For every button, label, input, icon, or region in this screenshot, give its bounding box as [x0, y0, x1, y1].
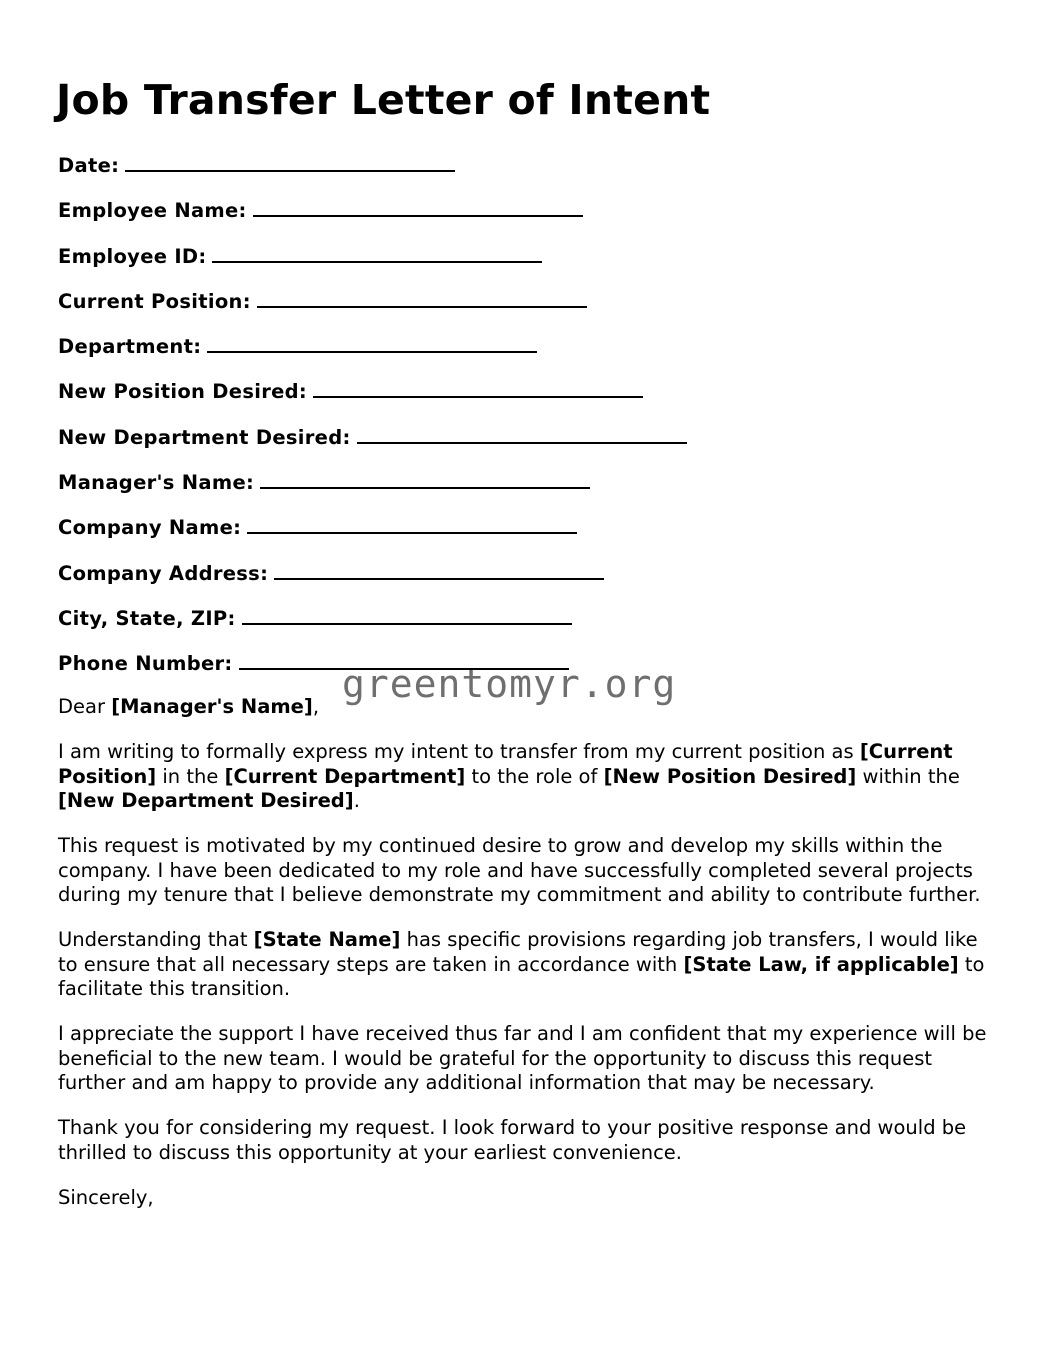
paragraph-intent	[58, 740, 998, 814]
field-label-date: Date:	[58, 154, 120, 177]
placeholder-new-department: [New Department Desired]	[58, 789, 354, 812]
company-name-blank-line	[247, 514, 577, 534]
field-label-company-name: Company Name:	[58, 516, 242, 540]
field-company-address	[58, 560, 687, 605]
salutation-prefix: Dear	[58, 695, 112, 718]
closing: Sincerely,	[58, 1185, 154, 1209]
paragraph-intent-text: in the	[156, 764, 225, 788]
page-title: Job Transfer Letter of Intent	[56, 76, 711, 124]
field-label-city-state-zip: City, State, ZIP:	[58, 606, 236, 630]
field-label-new-department: New Department Desired:	[58, 425, 351, 449]
field-employee-id	[58, 243, 687, 288]
field-label-manager-name: Manager's Name:	[58, 471, 255, 495]
placeholder-state-name: [State Name]	[253, 928, 401, 951]
salutation-placeholder: [Manager's Name]	[111, 695, 313, 718]
field-label-phone-number: Phone Number:	[58, 652, 233, 676]
field-new-department	[58, 424, 687, 469]
placeholder-state-law: [State Law, if applicable]	[683, 952, 959, 976]
paragraph-state-law	[58, 928, 998, 1002]
paragraph-state-law-text: Understanding that	[58, 928, 254, 951]
paragraph-intent-text: .	[353, 789, 360, 812]
field-new-position	[58, 378, 687, 423]
letter-body	[58, 695, 998, 1231]
watermark-text: greentomyr.org	[342, 662, 677, 706]
placeholder-current-department: [Current Department]	[224, 764, 466, 788]
new-department-blank-line	[357, 424, 687, 444]
field-label-employee-id: Employee ID:	[58, 244, 207, 268]
department-blank-line	[207, 333, 537, 353]
field-department	[58, 333, 687, 378]
company-address-blank-line	[274, 560, 604, 580]
salutation-suffix: ,	[312, 695, 320, 718]
form-fields	[58, 152, 687, 696]
current-position-blank-line	[257, 288, 587, 308]
field-label-company-address: Company Address:	[58, 561, 269, 585]
manager-name-blank-line	[260, 469, 590, 489]
field-date	[58, 152, 687, 197]
date-blank-line	[125, 152, 455, 172]
placeholder-new-position: [New Position Desired]	[603, 764, 857, 788]
field-label-employee-name: Employee Name:	[58, 199, 247, 223]
city-state-zip-blank-line	[242, 605, 572, 625]
field-city-state-zip	[58, 605, 687, 650]
field-employee-name	[58, 197, 687, 242]
new-position-blank-line	[313, 378, 643, 398]
paragraph-intent-text: to the role of	[465, 764, 604, 788]
paragraph-intent-text: I am writing to formally express my intent to transfer from my current position as	[58, 740, 860, 763]
paragraph-state-law-text: to facilitate this transition.	[58, 952, 985, 1000]
placeholder-current-position: [Current Position]	[58, 740, 953, 788]
field-label-new-position: New Position Desired:	[58, 380, 308, 404]
field-current-position	[58, 288, 687, 333]
paragraph-appreciation: I appreciate the support I have received thus far and I am confident that my experience will be beneficial to the new team. I would be grateful for the opportunity to discuss this request further and am happy to provide any additional information that may be necessary.	[58, 1022, 987, 1094]
field-label-department: Department:	[58, 335, 202, 359]
field-manager-name	[58, 469, 687, 514]
paragraph-state-law-text: has specific provisions regarding job transfers, I would like to ensure that all necessary steps are taken in accordance with	[58, 928, 978, 976]
field-company-name	[58, 514, 687, 559]
paragraph-thanks: Thank you for considering my request. I look forward to your positive response and would be thrilled to discuss this opportunity at your earliest convenience.	[58, 1116, 967, 1164]
paragraph-motivation: This request is motivated by my continued desire to grow and develop my skills within the company. I have been dedicated to my role and have successfully completed several projects during my tenure that I believe demonstrate my commitment and ability to contribute further.	[58, 834, 981, 906]
employee-id-blank-line	[212, 243, 542, 263]
employee-name-blank-line	[253, 197, 583, 217]
paragraph-intent-text: within the	[856, 764, 960, 788]
field-label-current-position: Current Position:	[58, 289, 251, 313]
